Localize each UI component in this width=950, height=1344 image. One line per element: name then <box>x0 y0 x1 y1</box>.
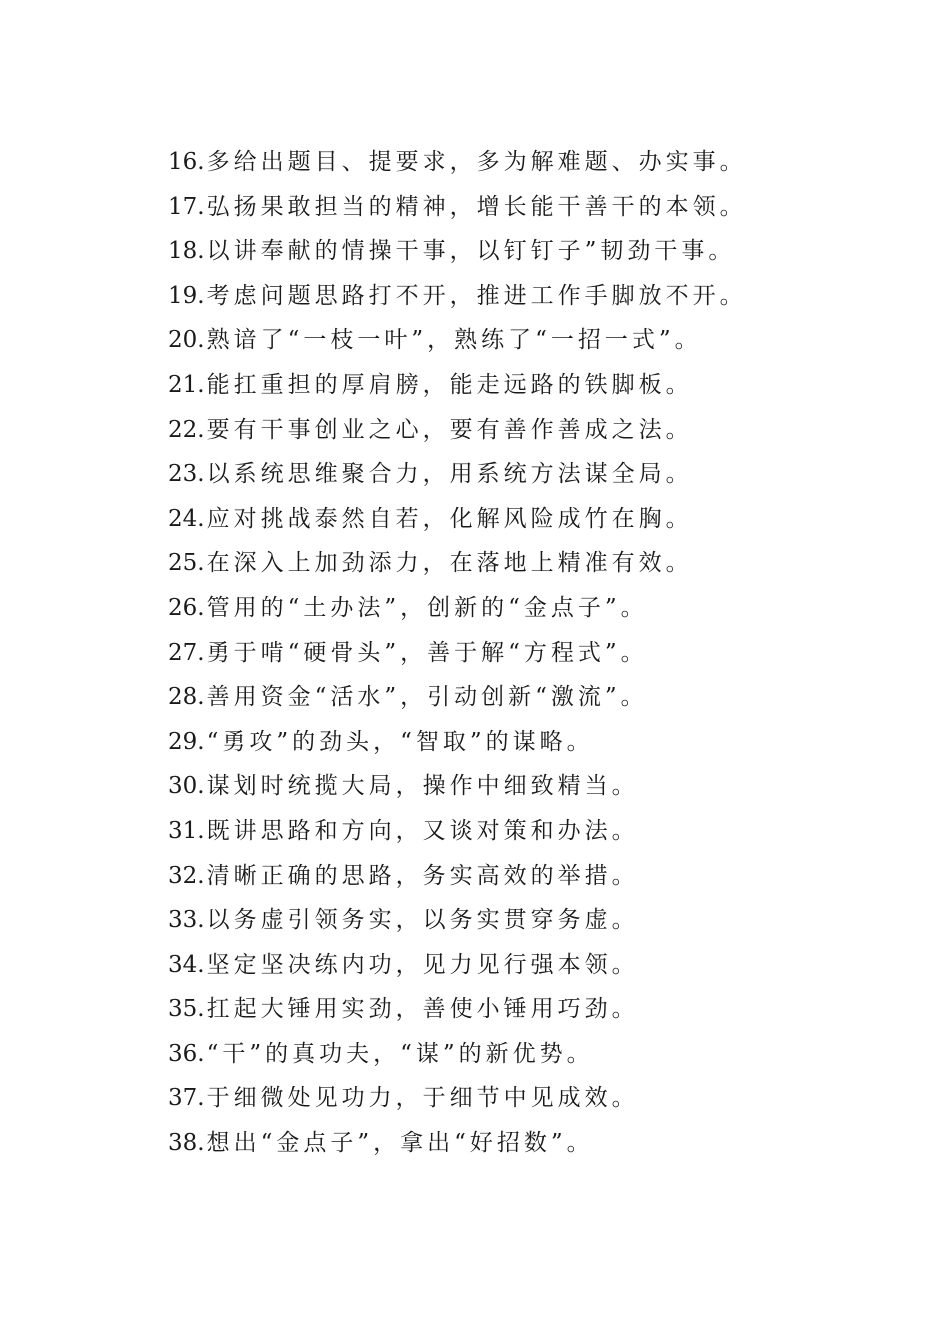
item-text: “勇攻”的劲头，“智取”的谋略。 <box>206 728 594 755</box>
list-item <box>168 497 747 542</box>
item-text: 多给出题目、提要求，多为解难题、办实事。 <box>206 149 747 175</box>
item-text: 于细微处见功力，于细节中见成效。 <box>206 1085 639 1112</box>
item-number: 18. <box>168 238 205 265</box>
item-text: 勇于啃“硬骨头”，善于解“方程式”。 <box>206 639 648 666</box>
phrase-list <box>168 140 747 1166</box>
item-number: 36. <box>168 1040 205 1067</box>
item-number: 24. <box>168 505 205 532</box>
item-number: 34. <box>168 951 205 978</box>
list-item <box>168 363 747 408</box>
item-text: 应对挑战泰然自若，化解风险成竹在胸。 <box>206 505 693 532</box>
item-text: 扛起大锤用实劲，善使小锤用巧劲。 <box>206 996 639 1023</box>
item-text: 以系统思维聚合力，用系统方法谋全局。 <box>206 461 693 488</box>
list-item <box>168 1121 747 1166</box>
item-number: 20. <box>168 327 205 354</box>
item-number: 21. <box>168 371 205 398</box>
list-item <box>168 140 747 185</box>
item-number: 35. <box>168 996 205 1023</box>
list-item <box>168 809 747 854</box>
list-item <box>168 943 747 988</box>
item-number: 29. <box>168 728 205 755</box>
item-number: 26. <box>168 594 205 621</box>
item-number: 16. <box>168 149 205 175</box>
item-number: 27. <box>168 639 205 666</box>
item-number: 32. <box>168 862 205 889</box>
item-number: 28. <box>168 684 205 711</box>
list-item <box>168 898 747 943</box>
item-number: 25. <box>168 550 205 577</box>
list-item <box>168 229 747 274</box>
item-text: 谋划时统揽大局，操作中细致精当。 <box>206 773 639 800</box>
item-text: 以讲奉献的情操干事，以钉钉子”韧劲干事。 <box>206 238 736 265</box>
item-number: 22. <box>168 416 205 443</box>
item-number: 17. <box>168 193 205 220</box>
list-item <box>168 675 747 720</box>
list-item <box>168 854 747 899</box>
item-number: 37. <box>168 1085 205 1112</box>
list-item <box>168 318 747 363</box>
item-number: 33. <box>168 907 205 934</box>
list-item <box>168 185 747 230</box>
list-item <box>168 1076 747 1121</box>
item-number: 31. <box>168 817 205 844</box>
list-item <box>168 274 747 319</box>
item-text: 想出“金点子”，拿出“好招数”。 <box>206 1130 594 1157</box>
list-item <box>168 586 747 631</box>
item-number: 19. <box>168 282 205 309</box>
item-number: 23. <box>168 461 205 488</box>
list-item <box>168 987 747 1032</box>
item-text: 能扛重担的厚肩膀，能走远路的铁脚板。 <box>206 371 693 398</box>
item-text: 善用资金“活水”，引动创新“激流”。 <box>206 684 648 711</box>
item-text: 坚定坚决练内功，见力见行强本领。 <box>206 951 639 978</box>
item-text: 既讲思路和方向，又谈对策和办法。 <box>206 817 639 844</box>
item-text: 考虑问题思路打不开，推进工作手脚放不开。 <box>206 282 747 309</box>
item-text: 在深入上加劲添力，在落地上精准有效。 <box>206 550 693 577</box>
list-item <box>168 1032 747 1077</box>
item-number: 30. <box>168 773 205 800</box>
item-text: 要有干事创业之心，要有善作善成之法。 <box>206 416 693 443</box>
item-number: 38. <box>168 1130 205 1157</box>
list-item <box>168 764 747 809</box>
list-item <box>168 631 747 676</box>
list-item <box>168 452 747 497</box>
item-text: 弘扬果敢担当的精神，增长能干善干的本领。 <box>206 193 747 220</box>
item-text: 以务虚引领务实，以务实贯穿务虚。 <box>206 907 639 934</box>
list-item <box>168 408 747 453</box>
item-text: 清晰正确的思路，务实高效的举措。 <box>206 862 639 889</box>
list-item <box>168 720 747 765</box>
item-text: “干”的真功夫，“谋”的新优势。 <box>206 1040 594 1067</box>
item-text: 管用的“土办法”，创新的“金点子”。 <box>206 594 648 621</box>
item-text: 熟谙了“一枝一叶”，熟练了“一招一式”。 <box>206 327 702 354</box>
list-item <box>168 541 747 586</box>
